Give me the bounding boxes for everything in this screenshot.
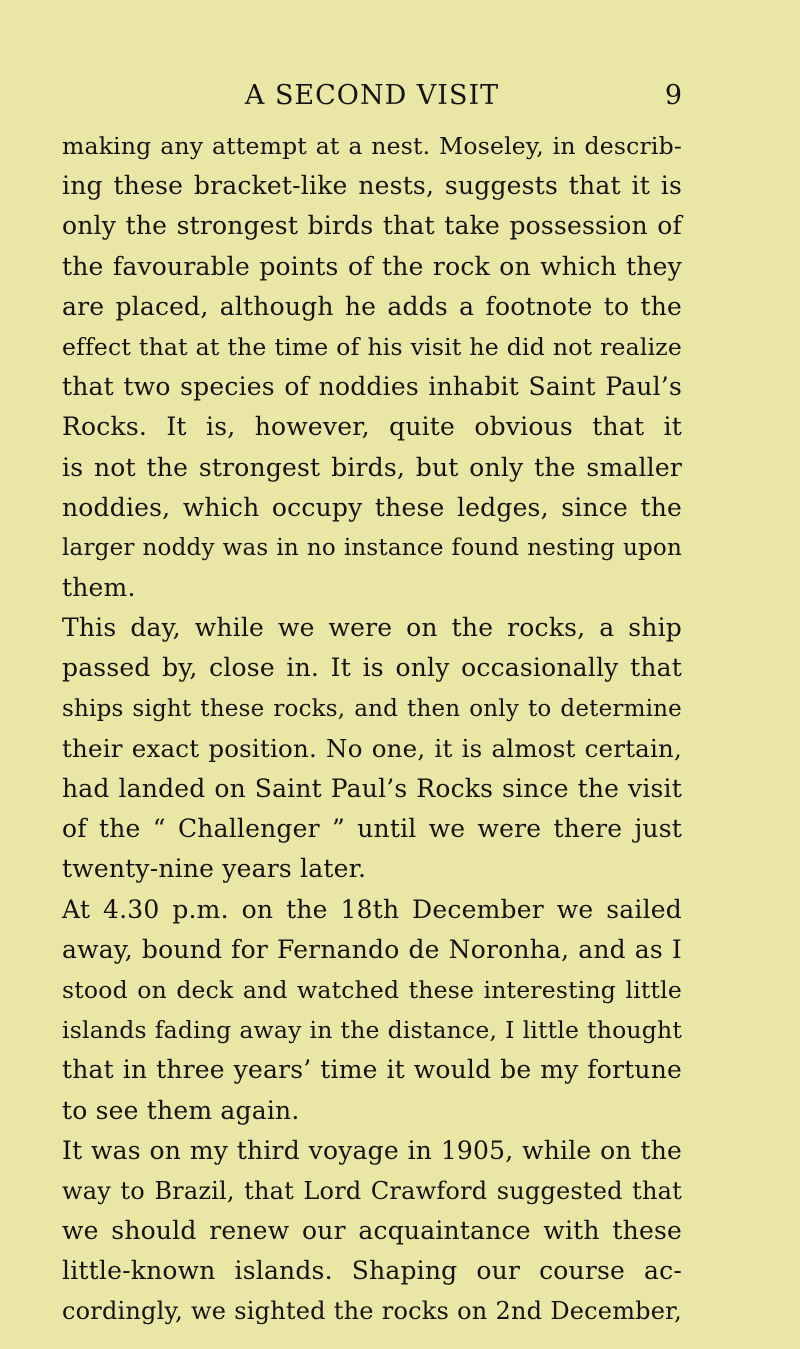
text-line: stood on deck and watched these interesting little (62, 975, 682, 1004)
text-line: It was on my third voyage in 1905, while on the (62, 1135, 682, 1165)
text-line: are placed, although he adds a footnote to the (62, 291, 682, 321)
text-line: noddies, which occupy these ledges, since the (62, 492, 682, 522)
text-line: little-known islands. Shaping our course ac- (62, 1256, 682, 1286)
text-line: of the “ Challenger ” until we were there just (62, 814, 682, 844)
text-line: their exact position. No one, it is almost certain, (62, 733, 682, 763)
text-line: passed by, close in. It is only occasionally that (62, 653, 682, 683)
text-line: the favourable points of the rock on which they (62, 251, 682, 281)
running-head (62, 74, 682, 118)
text-line: only the strongest birds that take possession of (62, 211, 682, 241)
text-line: This day, while we were on the rocks, a ship (62, 613, 682, 643)
page-number: 9 (664, 80, 682, 111)
text-line: twenty-nine years later. (62, 854, 367, 884)
body-text (62, 126, 682, 1332)
text-line: away, bound for Fernando de Noronha, and as I (62, 934, 682, 964)
text-line: that in three years’ time it would be my fortune (62, 1055, 682, 1085)
text-line: At 4.30 p.m. on the 18th December we sailed (62, 894, 682, 924)
text-line: is not the strongest birds, but only the smaller (62, 452, 682, 482)
text-line: making any attempt at a nest. Moseley, in describ- (62, 132, 682, 160)
running-title: A SECOND VISIT (244, 80, 500, 111)
text-line: islands fading away in the distance, I little thought (62, 1016, 682, 1045)
text-line: Rocks. It is, however, quite obvious that it (62, 412, 682, 442)
text-line: ships sight these rocks, and then only to determine (62, 695, 682, 722)
text-line: ing these bracket-like nests, suggests that it is (62, 171, 682, 201)
text-line: effect that at the time of his visit he did not realize (62, 332, 682, 361)
text-line: way to Brazil, that Lord Crawford suggested that (62, 1176, 682, 1205)
text-line: to see them again. (62, 1095, 300, 1125)
text-line: them. (62, 573, 136, 603)
text-line: had landed on Saint Paul’s Rocks since the visit (62, 774, 682, 803)
text-line: we should renew our acquaintance with these (62, 1216, 682, 1246)
text-line: larger noddy was in no instance found nesting upon (62, 534, 682, 561)
text-line: cordingly, we sighted the rocks on 2nd December, (62, 1297, 682, 1326)
text-line: that two species of noddies inhabit Saint Paul’s (62, 372, 682, 402)
